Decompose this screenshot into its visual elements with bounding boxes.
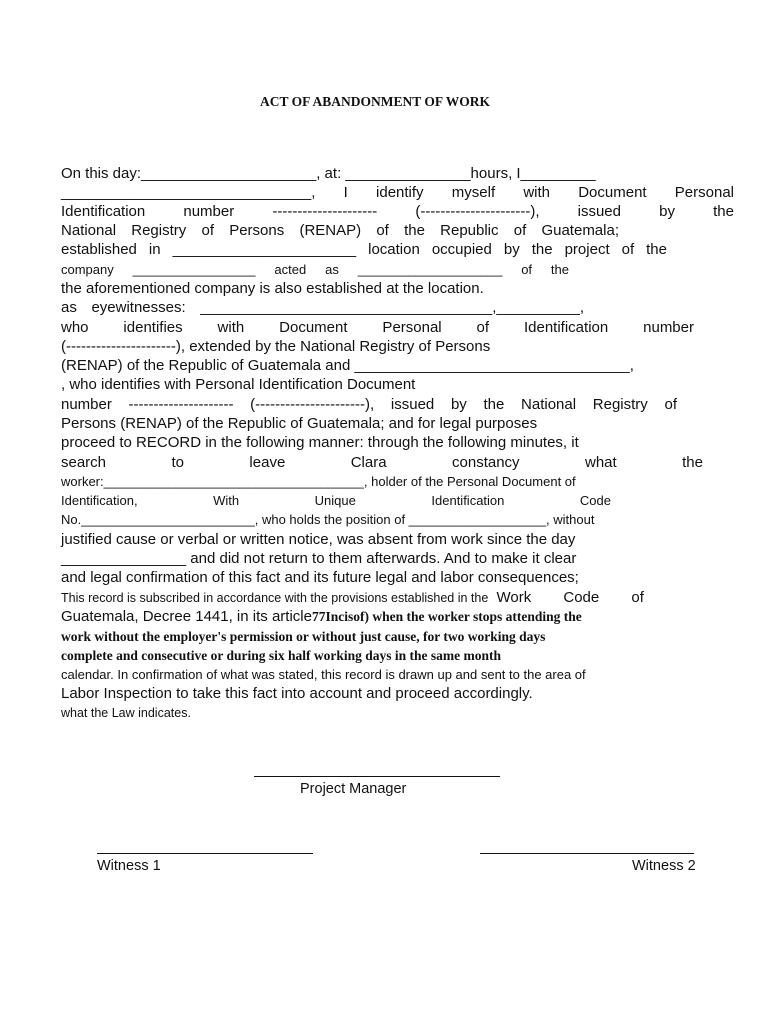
- line-26: complete and consecutive or during six half working days in the same month: [61, 648, 502, 663]
- line-13: number --------------------- (----------------------), issued by the National Registry of: [61, 396, 677, 413]
- manager-label: Project Manager: [300, 781, 407, 797]
- line-1: On this day:_____________________, at: _______________hours, I_________: [61, 165, 596, 182]
- line-11: (RENAP) of the Republic of Guatemala and _________________________________,: [61, 357, 634, 374]
- line-25: work without the employer's permission or without just cause, for two working days: [61, 629, 546, 644]
- line-9: who identifies with Document Personal of Identification number: [61, 319, 694, 336]
- line-23-code: Work Code of: [496, 589, 644, 606]
- line-20: justified cause or verbal or written notice, was absent from work since the day: [61, 531, 576, 548]
- line-7: the aforementioned company is also established at the location.: [61, 280, 484, 297]
- line-24-bold: 77Incisof) when the worker stops attending the: [311, 609, 582, 624]
- line-22: and legal confirmation of this fact and its future legal and labor consequences;: [61, 569, 579, 586]
- line-10: (----------------------), extended by the National Registry of Persons: [61, 338, 491, 355]
- line-15: proceed to RECORD in the following manner: through the following minutes, it: [61, 434, 579, 451]
- witness1-label: Witness 1: [97, 858, 161, 874]
- line-23-text: This record is subscribed in accordance with the provisions established in the: [61, 591, 489, 605]
- line-18: Identification, With Unique Identification Code: [61, 493, 611, 508]
- line-21: _______________ and did not return to them afterwards. And to make it clear: [61, 550, 577, 567]
- line-19: No.________________________, who holds the position of ___________________, without: [61, 512, 595, 527]
- witness2-label: Witness 2: [632, 858, 696, 874]
- line-16: search to leave Clara constancy what the: [61, 454, 703, 471]
- line-12: , who identifies with Personal Identification Document: [61, 376, 416, 393]
- line-5: established in ______________________ location occupied by the project of the: [61, 241, 667, 258]
- line-23: [61, 588, 734, 607]
- line-3: Identification number --------------------- (----------------------), issued by the: [61, 203, 734, 220]
- line-24: [61, 607, 734, 626]
- line-2: ______________________________, I identify myself with Document Personal: [61, 184, 734, 201]
- line-17: worker:____________________________________, holder of the Personal Document of: [61, 474, 576, 489]
- line-24-text: Guatemala, Decree 1441, in its article: [61, 608, 312, 625]
- line-4: National Registry of Persons (RENAP) of the Republic of Guatemala;: [61, 222, 619, 239]
- line-6: company _________________ acted as ____________________ of the: [61, 262, 569, 277]
- line-14: Persons (RENAP) of the Republic of Guatemala; and for legal purposes: [61, 415, 538, 432]
- line-28: Labor Inspection to take this fact into account and proceed accordingly.: [61, 685, 533, 702]
- witness2-signature-line: [480, 853, 694, 854]
- line-29: what the Law indicates.: [61, 706, 191, 720]
- manager-signature-line: [254, 776, 500, 777]
- document-title: ACT OF ABANDONMENT OF WORK: [259, 94, 491, 109]
- line-27: calendar. In confirmation of what was stated, this record is drawn up and sent to the area of: [61, 667, 586, 682]
- witness1-signature-line: [97, 853, 313, 854]
- line-8: as eyewitnesses: ___________________________________,__________,: [61, 299, 584, 316]
